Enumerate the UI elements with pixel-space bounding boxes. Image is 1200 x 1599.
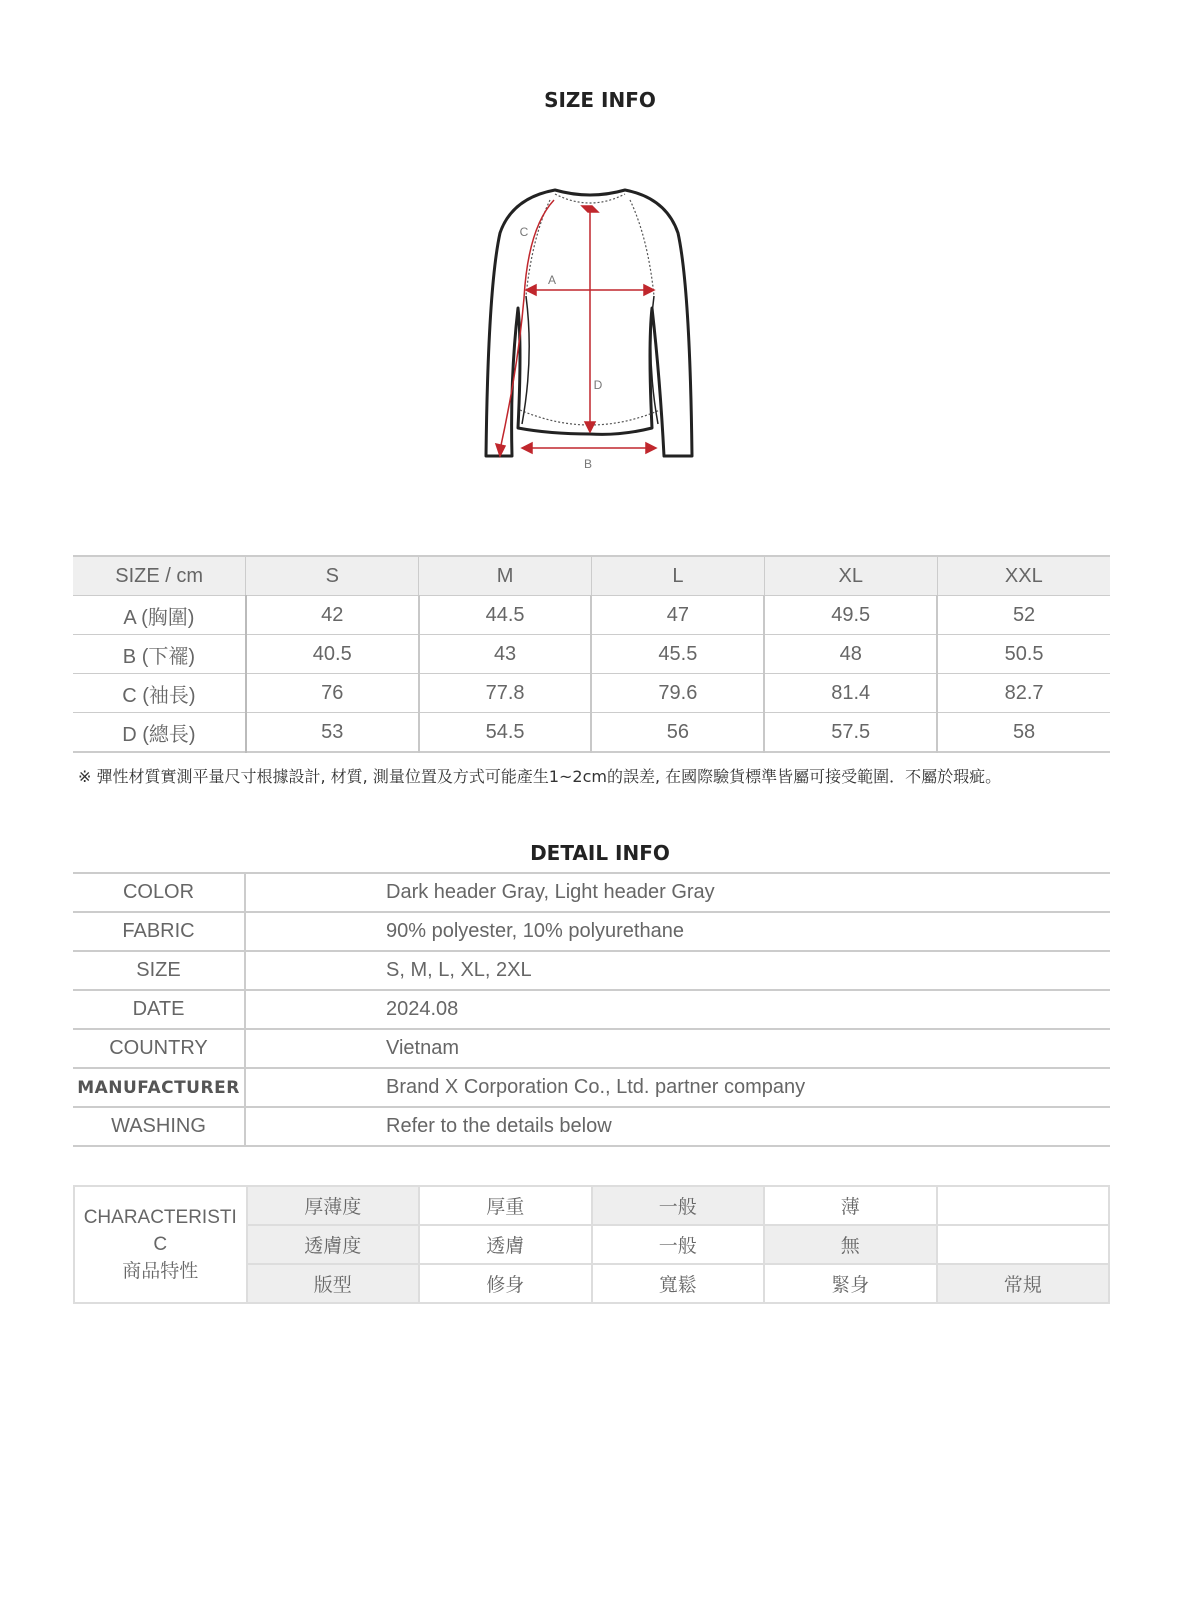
table-cell: 79.6 xyxy=(591,674,764,713)
header-cell: S xyxy=(246,556,419,596)
table-row xyxy=(73,951,1110,990)
table-cell: 47 xyxy=(591,596,764,635)
table-row xyxy=(73,635,1110,674)
detail-label: COUNTRY xyxy=(73,1029,245,1068)
size-info-title: SIZE INFO xyxy=(544,88,656,112)
row-label: C (袖長) xyxy=(73,674,246,713)
table-cell: 82.7 xyxy=(937,674,1110,713)
characteristic-option: 一般 xyxy=(592,1225,765,1264)
characteristic-option-selected: 常規 xyxy=(937,1264,1110,1303)
table-cell: 49.5 xyxy=(764,596,937,635)
row-label: A (胸圍) xyxy=(73,596,246,635)
characteristic-option: 寬鬆 xyxy=(592,1264,765,1303)
garment-measurement-diagram xyxy=(470,178,720,478)
row-label: D (總長) xyxy=(73,713,246,753)
label-c: C xyxy=(519,225,529,239)
detail-label: DATE xyxy=(73,990,245,1029)
label-d: D xyxy=(593,378,603,392)
header-cell: M xyxy=(419,556,592,596)
table-row xyxy=(73,912,1110,951)
table-row xyxy=(73,1068,1110,1107)
detail-value: 90% polyester, 10% polyurethane xyxy=(245,912,1110,951)
detail-value: Vietnam xyxy=(245,1029,1110,1068)
row-label: B (下襬) xyxy=(73,635,246,674)
size-table xyxy=(73,555,1110,753)
table-row xyxy=(73,713,1110,753)
characteristic-option xyxy=(937,1186,1110,1225)
table-cell: 81.4 xyxy=(764,674,937,713)
label-b: B xyxy=(583,457,593,471)
characteristic-option: 薄 xyxy=(764,1186,937,1225)
table-cell: 44.5 xyxy=(419,596,592,635)
table-row xyxy=(73,596,1110,635)
detail-value: 2024.08 xyxy=(245,990,1110,1029)
size-table-header xyxy=(73,556,1110,596)
table-cell: 45.5 xyxy=(591,635,764,674)
table-cell: 50.5 xyxy=(937,635,1110,674)
table-cell: 53 xyxy=(246,713,419,753)
detail-value: Brand X Corporation Co., Ltd. partner company xyxy=(245,1068,1110,1107)
detail-label: MANUFACTURER xyxy=(73,1068,245,1107)
characteristic-heading-en: CHARACTERISTI xyxy=(83,1207,237,1228)
table-row xyxy=(74,1186,1109,1225)
table-cell: 56 xyxy=(591,713,764,753)
detail-label: SIZE xyxy=(73,951,245,990)
characteristic-heading-en-tail: C xyxy=(153,1234,168,1255)
characteristic-option xyxy=(937,1225,1110,1264)
table-row xyxy=(73,1029,1110,1068)
detail-table xyxy=(73,872,1110,1147)
detail-label: WASHING xyxy=(73,1107,245,1146)
table-cell: 48 xyxy=(764,635,937,674)
table-cell: 57.5 xyxy=(764,713,937,753)
measurement-note: ※ 彈性材質實測平量尺寸根據設計, 材質, 測量位置及方式可能產生1~2cm的誤差, 在國際驗貨標準皆屬可接受範圍．不屬於瑕疵。 xyxy=(78,767,1002,786)
table-cell: 40.5 xyxy=(246,635,419,674)
table-cell: 58 xyxy=(937,713,1110,753)
table-row xyxy=(73,873,1110,912)
characteristic-label: 版型 xyxy=(247,1264,420,1303)
characteristic-label: 透膚度 xyxy=(247,1225,420,1264)
detail-value: S, M, L, XL, 2XL xyxy=(245,951,1110,990)
characteristic-table xyxy=(73,1185,1110,1304)
characteristic-option: 透膚 xyxy=(419,1225,592,1264)
table-cell: 54.5 xyxy=(419,713,592,753)
detail-info-title: DETAIL INFO xyxy=(530,841,670,865)
characteristic-option: 修身 xyxy=(419,1264,592,1303)
characteristic-heading xyxy=(74,1186,247,1303)
detail-label: FABRIC xyxy=(73,912,245,951)
detail-label: COLOR xyxy=(73,873,245,912)
table-row xyxy=(73,1107,1110,1146)
table-cell: 42 xyxy=(246,596,419,635)
characteristic-option: 厚重 xyxy=(419,1186,592,1225)
characteristic-option: 緊身 xyxy=(764,1264,937,1303)
characteristic-heading-zh: 商品特性 xyxy=(122,1261,199,1282)
table-cell: 76 xyxy=(246,674,419,713)
detail-value: Refer to the details below xyxy=(245,1107,1110,1146)
label-a: A xyxy=(547,273,557,287)
header-cell: XXL xyxy=(937,556,1110,596)
header-cell: SIZE / cm xyxy=(73,556,246,596)
characteristic-option-selected: 無 xyxy=(764,1225,937,1264)
header-cell: XL xyxy=(764,556,937,596)
detail-value: Dark header Gray, Light header Gray xyxy=(245,873,1110,912)
header-cell: L xyxy=(591,556,764,596)
table-row xyxy=(73,990,1110,1029)
table-cell: 77.8 xyxy=(419,674,592,713)
table-cell: 43 xyxy=(419,635,592,674)
characteristic-label: 厚薄度 xyxy=(247,1186,420,1225)
table-cell: 52 xyxy=(937,596,1110,635)
table-row xyxy=(73,674,1110,713)
characteristic-option-selected: 一般 xyxy=(592,1186,765,1225)
